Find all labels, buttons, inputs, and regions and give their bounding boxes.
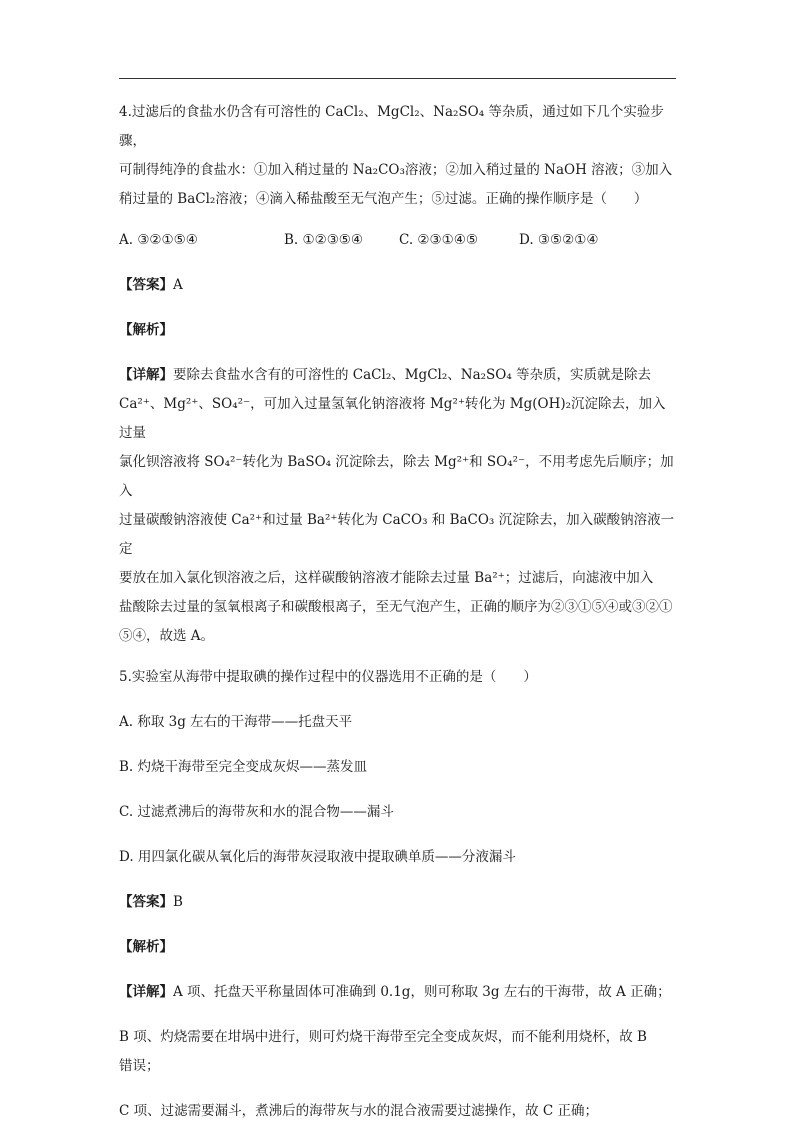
q4-answer — [119, 271, 679, 300]
q5-detail-a — [119, 978, 679, 1007]
document-body — [119, 98, 679, 1126]
detail-tag: 【详解】 — [119, 984, 173, 1000]
answer-tag: 【答案】 — [119, 277, 173, 293]
q5-option-c: C. 过滤煮沸后的海带灰和水的混合物——漏斗 — [119, 804, 394, 820]
q5-stem: 5.实验室从海带中提取碘的操作过程中的仪器选用不正确的是（ ） — [119, 669, 537, 685]
q4-analysis-tag: 【解析】 — [119, 322, 173, 338]
q5-answer — [119, 888, 679, 917]
detail-text: 要除去食盐水含有的可溶性的 CaCl₂、MgCl₂、Na₂SO₄ 等杂质，实质就是除去 — [173, 367, 652, 383]
q4-option-b: B. ①②③⑤④ — [284, 232, 364, 248]
q5-option-a: A. 称取 3g 左右的干海带——托盘天平 — [119, 714, 353, 730]
q4-detail-line-2: Ca²⁺、Mg²⁺、SO₄²⁻，可加入过量氢氧化钠溶液将 Mg²⁺转化为 Mg(OH)₂沉淀除去，加入过量 — [119, 396, 666, 441]
q4-option-d: D. ③⑤②①④ — [519, 232, 599, 248]
q4-detail-line-4: 过量碳酸钠溶液使 Ca²⁺和过量 Ba²⁺转化为 CaCO₃ 和 BaCO₃ 沉淀除去，加入碳酸钠溶液一定 — [119, 512, 675, 557]
q4-stem-line-2: 可制得纯净的食盐水：①加入稍过量的 Na₂CO₃溶液；②加入稍过量的 NaOH 溶液；③加入 — [119, 162, 673, 178]
q4-stem-line-1: 4.过滤后的食盐水仍含有可溶性的 CaCl₂、MgCl₂、Na₂SO₄ 等杂质，通过如下几个实验步骤， — [119, 104, 664, 149]
question-5 — [119, 663, 679, 1126]
q4-stem-line-3: 稍过量的 BaCl₂溶液；④滴入稀盐酸至无气泡产生；⑤过滤。正确的操作顺序是（ ） — [119, 191, 648, 207]
question-4 — [119, 98, 679, 651]
q4-options — [119, 226, 679, 255]
detail-text: A 项、托盘天平称量固体可准确到 0.1g，则可称取 3g 左右的干海带，故 A 正确； — [173, 984, 671, 1000]
q4-detail-line-1 — [119, 361, 679, 390]
q4-option-c: C. ②③①④⑤ — [399, 232, 478, 248]
q4-option-a: A. ③②①⑤④ — [119, 232, 198, 248]
q4-detail-line-3: 氯化钡溶液将 SO₄²⁻转化为 BaSO₄ 沉淀除去，除去 Mg²⁺和 SO₄²⁻，不用考虑先后顺序；加入 — [119, 454, 674, 499]
q5-option-b: B. 灼烧干海带至完全变成灰烬——蒸发皿 — [119, 759, 368, 775]
answer-value: A — [173, 277, 183, 293]
detail-tag: 【详解】 — [119, 367, 173, 383]
q5-analysis-tag: 【解析】 — [119, 939, 173, 955]
q5-detail-c: C 项、过滤需要漏斗，煮沸后的海带灰与水的混合液需要过滤操作，故 C 正确； — [119, 1103, 599, 1119]
answer-tag: 【答案】 — [119, 894, 173, 910]
header-rule — [119, 78, 676, 79]
q4-detail-line-5: 要放在加入氯化钡溶液之后，这样碳酸钠溶液才能除去过量 Ba²⁺；过滤后，向滤液中加入 — [119, 570, 654, 586]
q4-detail-line-7: ⑤④，故选 A。 — [119, 628, 215, 644]
q4-detail-line-6: 盐酸除去过量的氢氧根离子和碳酸根离子，至无气泡产生，正确的顺序为②③①⑤④或③②① — [119, 599, 673, 615]
q5-detail-b-line-2: 错误； — [119, 1058, 160, 1074]
q5-detail-b-line-1: B 项、灼烧需要在坩埚中进行，则可灼烧干海带至完全变成灰烬，而不能利用烧杯，故 B — [119, 1029, 647, 1045]
q5-option-d: D. 用四氯化碳从氧化后的海带灰浸取液中提取碘单质——分液漏斗 — [119, 849, 516, 865]
answer-value: B — [173, 894, 183, 910]
